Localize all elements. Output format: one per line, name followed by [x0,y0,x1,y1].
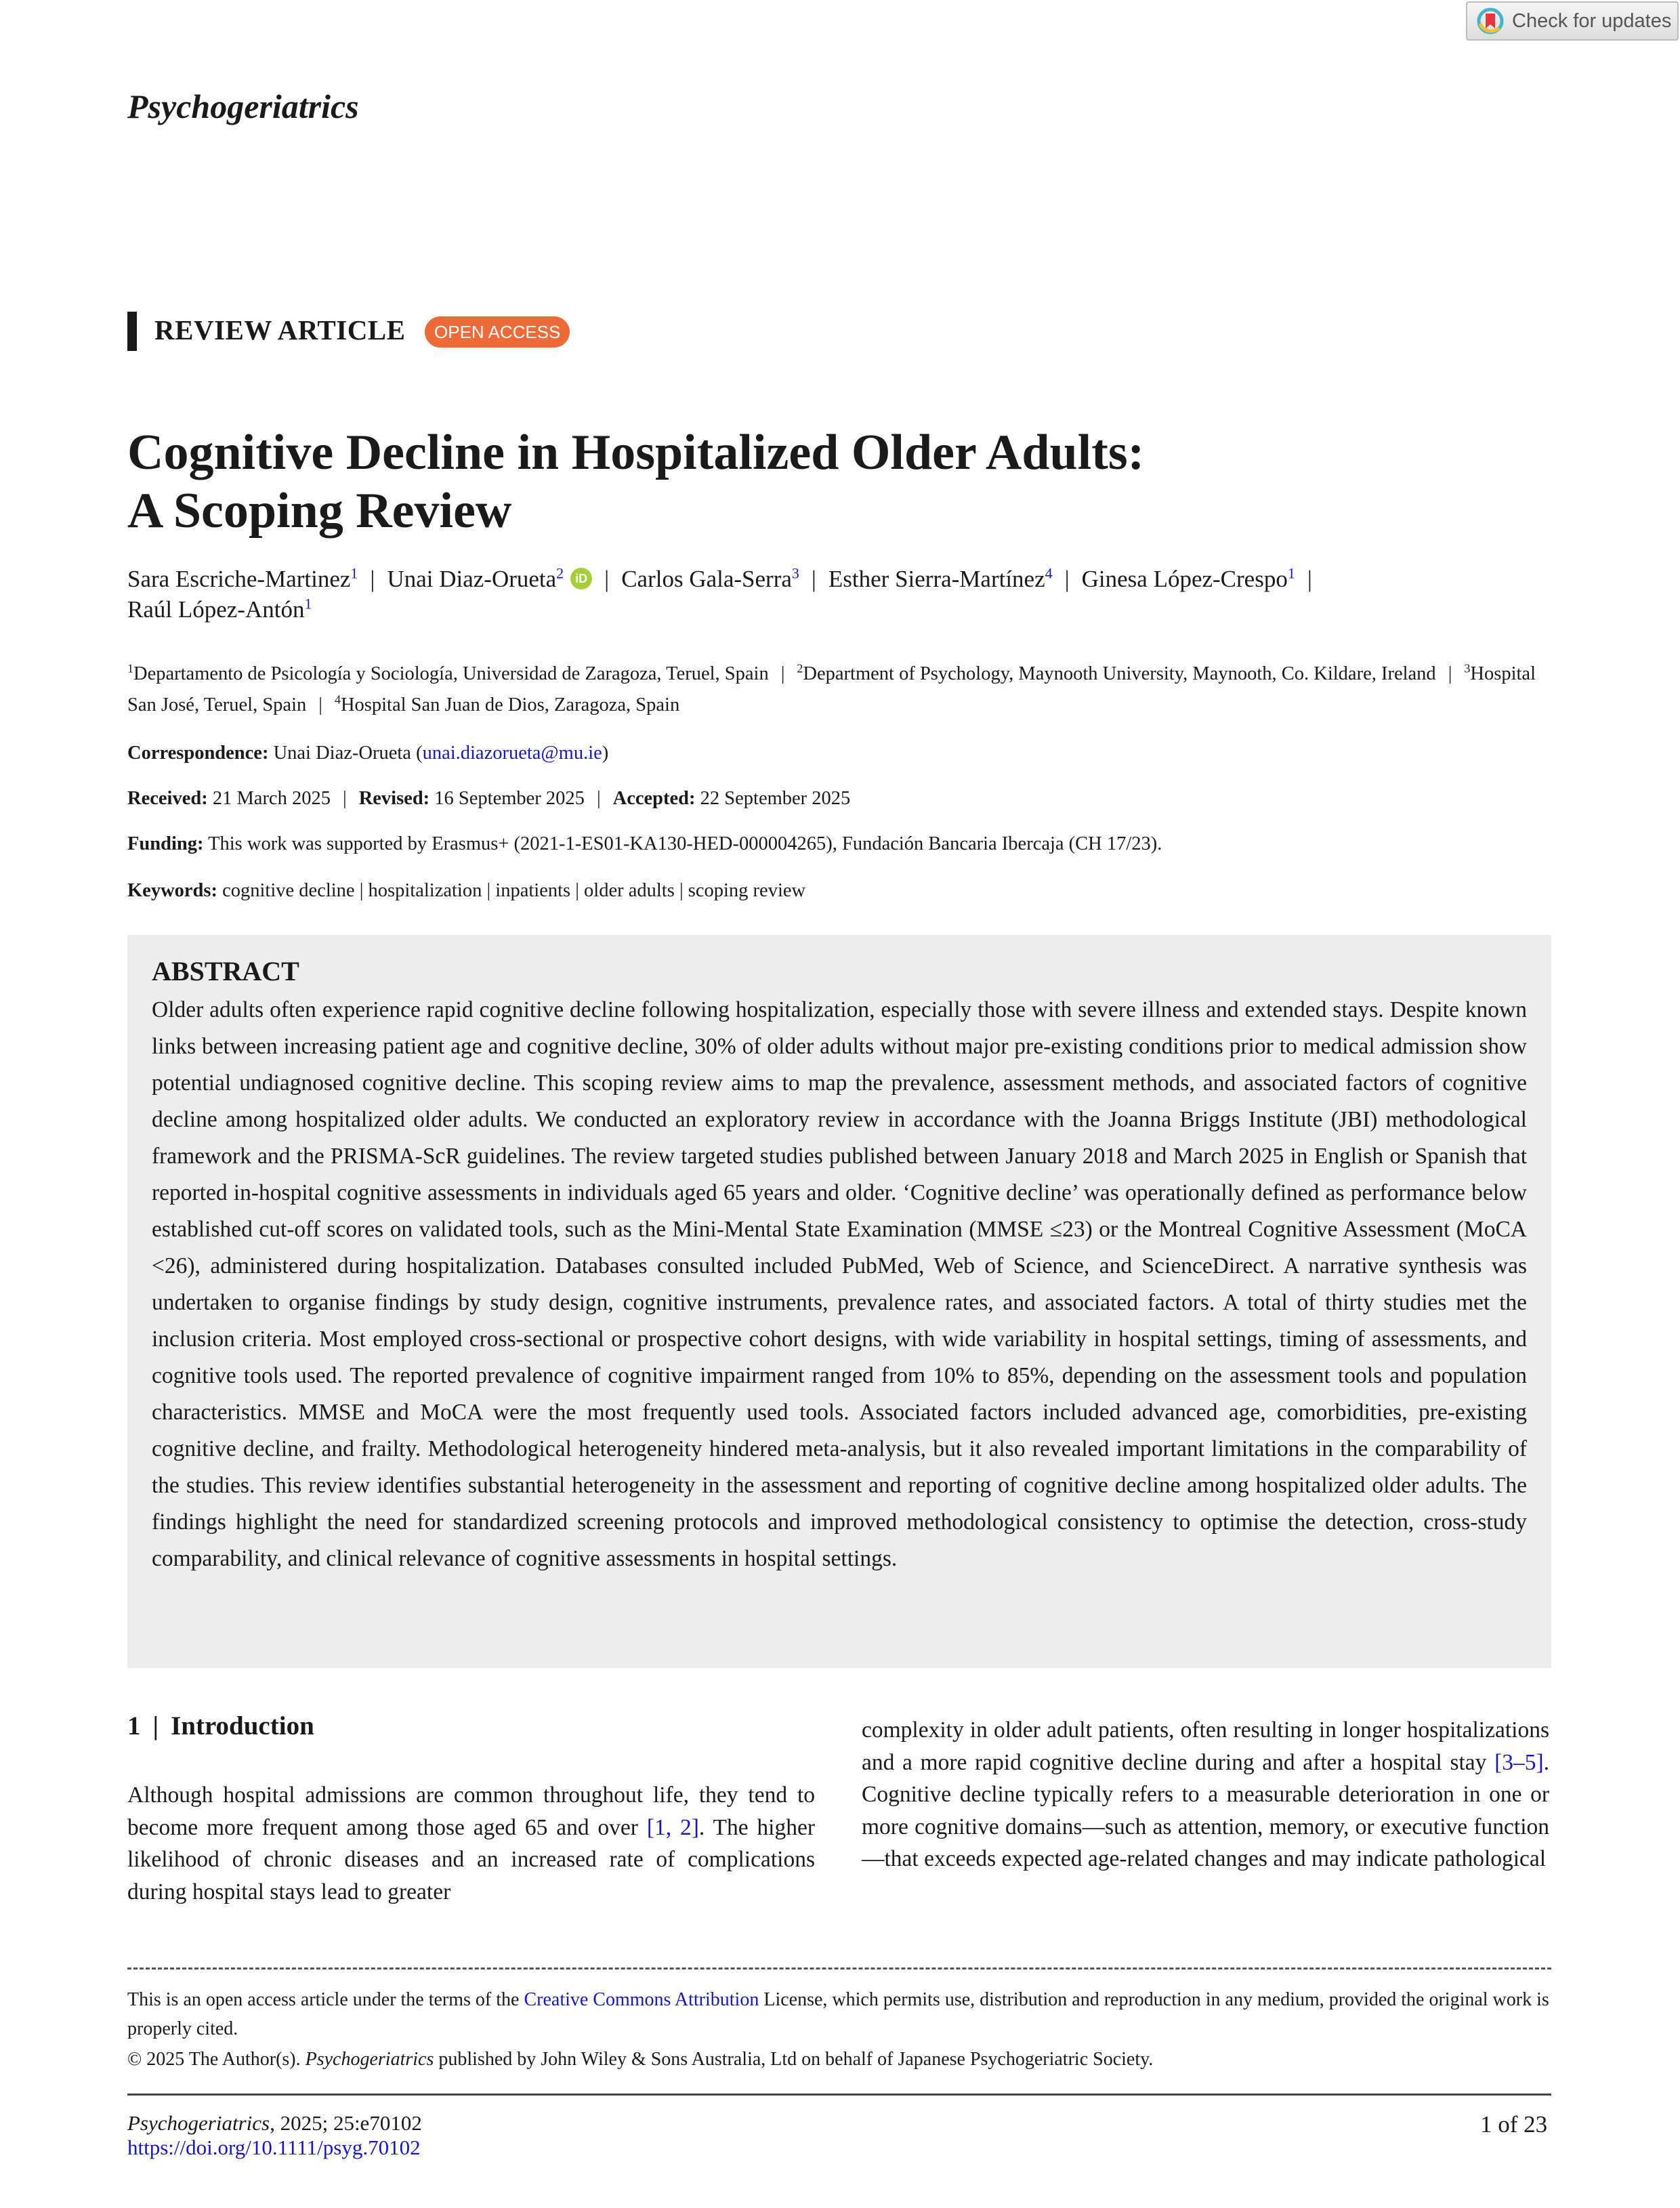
footer-journal: Psychogeriatrics [127,2111,270,2135]
funding [127,831,1162,858]
citation-link[interactable]: [1, 2] [646,1814,699,1840]
intro-column-left [127,1779,815,1908]
section-number: 1 [127,1711,141,1741]
affiliation: Department of Psychology, Maynooth University, Maynooth, Co. Kildare, Ireland [803,663,1436,684]
article-title [127,423,1550,540]
intro-column-right [862,1714,1549,1875]
affiliation: Hospital San Juan de Dios, Zaragoza, Spain [340,694,680,715]
author-separator: | [811,566,816,592]
author-separator: | [370,566,375,592]
author-name[interactable]: Sara Escriche-Martinez [127,566,351,592]
license-text: This is an open access article under the terms of the [127,1989,524,2010]
affiliation-separator: | [318,694,322,715]
copyright-text: published by John Wiley & Sons Australia, Ltd on behalf of Japanese Psychogeriatric Society. [434,2049,1154,2070]
revised-date: 16 September 2025 [434,788,585,809]
correspondence-name: Unai Diaz-Orueta [273,743,411,764]
affiliation-ref[interactable]: 4 [1045,564,1053,582]
accepted-label: Accepted: [612,788,696,809]
received-date: 21 March 2025 [212,788,331,809]
journal-name: Psychogeriatrics [127,87,359,125]
received-label: Received: [127,788,208,809]
body-text: complexity in older adult patients, often resulting in longer hospitalizations and a more rapid cognitive decline during and after a hospital stay [862,1717,1549,1775]
affiliation-ref[interactable]: 1 [1287,564,1295,582]
date-separator: | [342,788,347,809]
author-separator: | [1064,566,1070,592]
affiliation-number: 2 [797,661,803,675]
article-type: REVIEW ARTICLE [154,314,406,346]
date-separator: | [596,788,601,809]
keywords-label: Keywords: [127,880,217,901]
author-name[interactable]: Raúl López-Antón [127,596,305,623]
affiliation-ref[interactable]: 1 [350,564,358,582]
section-separator: | [152,1711,159,1741]
correspondence-email-link[interactable]: unai.diazorueta@mu.ie [422,743,602,764]
author-name[interactable]: Esther Sierra-Martínez [828,566,1045,592]
crossmark-icon [1477,7,1504,35]
author-name[interactable]: Ginesa López-Crespo [1081,566,1288,592]
article-dates [127,785,850,812]
abstract-heading: ABSTRACT [152,956,299,986]
section-title: Introduction [171,1711,314,1741]
check-for-updates-button[interactable] [1466,1,1679,41]
affiliation-separator: | [1448,663,1452,684]
article-type-marker [127,312,137,351]
affiliation-ref[interactable]: 1 [304,595,312,612]
keywords-text: cognitive decline | hospitalization | inpatients | older adults | scoping review [222,880,806,901]
affiliation-separator: | [780,663,785,684]
license-text: License, which permits use, distribution and reproduction in any medium, provided the original work is properly cited. [127,1989,1549,2039]
affiliation-number: 3 [1464,661,1471,675]
author-name[interactable]: Unai Diaz-Orueta [387,566,557,592]
funding-label: Funding: [127,833,204,854]
license-note [127,1985,1557,2043]
author-separator: | [604,566,610,592]
check-for-updates-label: Check for updates [1512,9,1672,32]
body-text: . The higher likelihood of chronic diseases and an increased rate of complications during hospital stays lead to greater [127,1814,816,1904]
footnote-divider [127,1967,1551,1970]
affiliation: Hospital San José, Teruel, Spain [127,663,1536,715]
abstract-text: Older adults often experience rapid cognitive decline following hospitalization, especially those with severe illness and extended stays. Despite known links between increasing patient age and cognitive decline, 30% of older adults without major pre-existing conditions prior to medical admission show potential undiagnosed cognitive decline. This scoping review aims to map the prevalence, assessment methods, and associated factors of cognitive decline among hospitalized older adults. We conducted an exploratory review in accordance with the Joanna Briggs Institute (JBI) methodological framework and the PRISMA-ScR guidelines. The review targeted studies published between January 2018 and March 2025 in English or Spanish that reported in-hospital cognitive assessments in individuals aged 65 years and older. ‘Cognitive decline’ was operationally defined as performance below established cut-off scores on validated tools, such as the Mini-Mental State Examination (MMSE ≤23) or the Montreal Cognitive Assessment (MoCA <26), administered during hospitalization. Databases consulted included PubMed, Web of Science, and ScienceDirect. A narrative synthesis was undertaken to organise findings by study design, cognitive instruments, prevalence rates, and associated factors. A total of thirty studies met the inclusion criteria. Most employed cross-sectional or prospective cohort designs, with wide variability in hospital settings, timing of assessments, and cognitive tools used. The reported prevalence of cognitive impairment ranged from 10% to 85%, depending on the assessment tools and population characteristics. MMSE and MoCA were the most frequently used tools. Associated factors included advanced age, comorbidities, pre-existing cognitive decline, and frailty. Methodological heterogeneity hindered meta-analysis, but it also revealed important limitations in the comparability of the studies. This review identifies substantial heterogeneity in the assessment and reporting of cognitive decline among hospitalized older adults. The findings highlight the need for standardized screening protocols and improved methodological consistency to optimise the detection, cross-study comparability, and clinical relevance of cognitive assessments in hospital settings. [152,997,1527,1571]
author-separator: | [1307,566,1312,592]
footer-citation [127,2111,422,2160]
affiliation-number: 4 [334,692,341,707]
page-number: 1 of 23 [1480,2111,1548,2138]
affiliations [127,659,1557,721]
body-text: Although hospital admissions are common throughout life, they tend to become more frequent among those aged 65 and over [127,1783,815,1840]
copyright-journal: Psychogeriatrics [305,2049,434,2070]
keywords [127,877,805,904]
funding-text: This work was supported by Erasmus+ (2021-1-ES01-KA130-HED-000004265), Fundación Bancaria Ibercaja (CH 17/23). [208,833,1162,854]
revised-label: Revised: [358,788,430,809]
orcid-icon[interactable]: iD [570,568,592,589]
correspondence-label: Correspondence: [127,743,269,764]
body-text: . Cognitive decline typically refers to a measurable deterioration in one or more cognitive domains—such as attention, memory, or executive function—that exceeds expected age-related changes and may indicate pathological [862,1749,1549,1871]
copyright-text: © 2025 The Author(s). [127,2049,306,2070]
title-line-1: Cognitive Decline in Hospitalized Older Adults: [127,425,1145,480]
affiliation-ref[interactable]: 3 [791,564,799,582]
open-access-badge: OPEN ACCESS [425,316,570,348]
affiliation-number: 1 [127,661,133,675]
creative-commons-link[interactable]: Creative Commons Attribution [524,1989,759,2010]
author-name[interactable]: Carlos Gala-Serra [621,566,792,592]
section-heading-introduction [127,1711,314,1741]
footer-volume: , 2025; 25:e70102 [270,2111,422,2135]
correspondence: Correspondence: Unai Diaz-Orueta (unai.diazorueta@mu.ie) [127,743,609,764]
title-line-2: A Scoping Review [127,483,512,539]
affiliation: Departamento de Psicología y Sociología, Universidad de Zaragoza, Teruel, Spain [133,663,769,684]
affiliation-ref[interactable]: 2 [556,564,564,582]
accepted-date: 22 September 2025 [700,788,851,809]
copyright-note [127,2049,1153,2070]
citation-link[interactable]: [3–5] [1494,1749,1544,1775]
doi-link[interactable]: https://doi.org/10.1111/psyg.70102 [127,2136,421,2159]
footer-divider [127,2094,1551,2096]
author-list [127,564,1557,625]
